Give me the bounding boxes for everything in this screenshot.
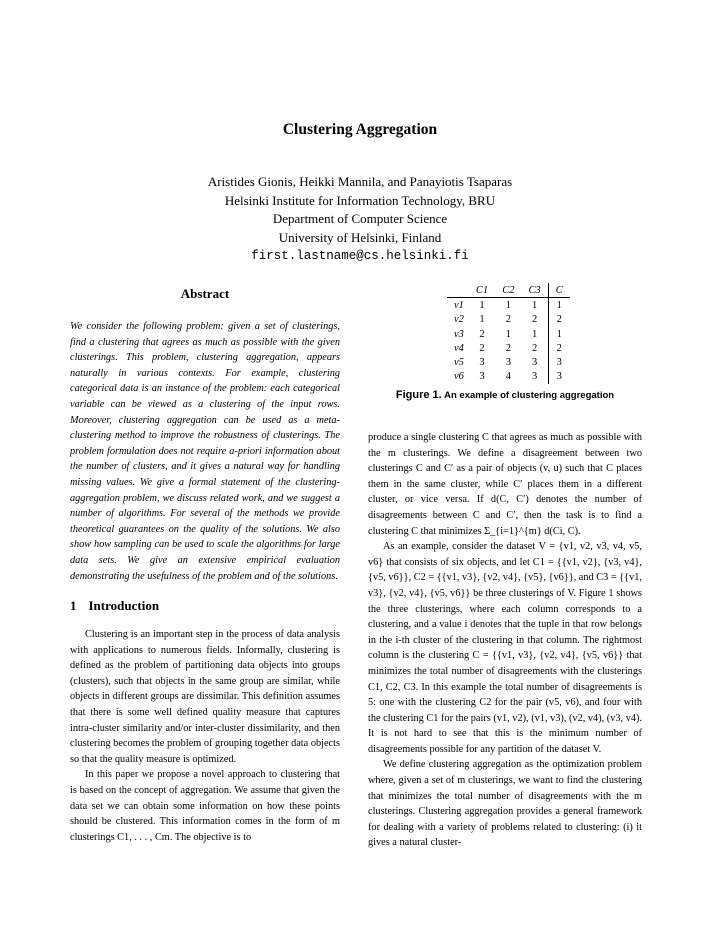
author-university: University of Helsinki, Finland: [278, 229, 442, 245]
table-row: [447, 370, 570, 384]
table-cell: 3: [531, 371, 538, 383]
table-cell: 2: [531, 314, 538, 326]
table-row: [447, 327, 570, 341]
table-cell: 1: [548, 327, 570, 341]
table-cell: 1: [479, 299, 485, 311]
table-row-label: v6: [454, 371, 464, 383]
caption-text: An example of clustering aggregation: [444, 390, 615, 401]
figure-1-table: [447, 283, 570, 384]
table-cell: 3: [531, 357, 538, 369]
table-row-label: v1: [454, 299, 464, 311]
table-cell: 2: [505, 342, 511, 354]
table-header-cell: C1: [469, 283, 495, 298]
table-cell: 3: [479, 357, 485, 369]
intro-paragraph-1: Clustering is an important step in the process of data analysis with applications to numerous fields. Informally, clustering is defined as the problem of partitioning data objects into groups (clusters), such that objects in the same group are similar, while objects in different groups are dissimilar. This definition assumes that there is some well defined quality measure that captures intra-cluster similarity and/or inter-cluster dissimilarity, and then clustering becomes the problem of grouping together data objects so that the quality measure is optimized.: [70, 629, 340, 765]
table-cell: 2: [479, 342, 485, 354]
table-cell: 1: [531, 328, 538, 340]
right-paragraph-1: produce a single clustering C that agrees as much as possible with the m clusterings. We define a disagreement between two clusterings C and C′ as a pair of objects (v, u) such that C places them in the same cluster, while C′ places them in a different cluster, or vice versa. If d(C, C′) denotes the number of disagreements between C and C′, then the task is to find a clustering C that minimizes Σ_{i=1}^{m} d(Ci, C).: [368, 432, 642, 537]
caption-label: Figure 1.: [395, 389, 442, 401]
paper-title: Clustering Aggregation: [282, 121, 438, 138]
table-row-label: v3: [454, 328, 464, 340]
table-row: [447, 355, 570, 369]
right-paragraph-2: As an example, consider the dataset V = {v1, v2, v3, v4, v5, v6} that consists of six objects, and let C1 = {{v1, v2}, {v3, v4}, {v5, v6}}, C2 = {{v1, v3}, {v2, v4}, {v5}, {v6}}, and C3 = {{v1, v3}, {v2, v4}, {v5, v6}} be three clusterings of V. Figure 1 shows the three clusterings, where each column corresponds to a clustering, and a value i denotes that the tuple in that row belongs in the i-th cluster of the clustering in that column. The rightmost column is the clustering C = {{v1, v3}, {v2, v4}, {v5, v6}} that minimizes the total number of disagreements with the clusterings C1, C2, C3. In this example the total number of disagreements is 5: one with the clustering C2 for the pair (v5, v6), and four with the clustering C1 for the pairs (v1, v2), (v1, v3), (v2, v4), (v3, v4). It is not hard to see that this is the minimum number of disagreements possible for any partition of the dataset V.: [368, 541, 642, 755]
table-cell: 3: [548, 370, 570, 384]
table-cell: 2: [548, 341, 570, 355]
section-number: 1: [70, 598, 77, 613]
table-cell: 1: [505, 328, 511, 340]
table-cell: 2: [479, 328, 485, 340]
abstract-heading: Abstract: [180, 286, 230, 301]
right-column-body: [368, 430, 642, 851]
table-header-cell: C3: [521, 283, 548, 298]
author-institute: Helsinki Institute for Information Technology, BRU: [224, 192, 496, 208]
right-paragraph-3: We define clustering aggregation as the optimization problem where, given a set of m clusterings, we want to find the clustering that minimizes the total number of disagreements with the m clusterings. Clustering aggregation provides a general framework for dealing with a variety of problems related to clustering: (i) it gives a natural cluster-: [368, 759, 642, 849]
table-cell: 2: [505, 314, 511, 326]
figure-1-caption: [368, 389, 642, 401]
author-names: Aristides Gionis, Heikki Mannila, and Panayiotis Tsaparas: [207, 174, 513, 189]
abstract-text: We consider the following problem: given a set of clusterings, find a clustering that agrees as much as possible with the given clusterings. This problem, clustering aggregation, appears naturally in various contexts. For example, clustering categorical data is an instance of the problem: each categorical variable can be viewed as a clustering of the input rows. Moreover, clustering aggregation can be used as a meta-clustering method to improve the robustness of clusterings. The problem formulation does not require a-priori information about the number of clusters, and it gives a natural way for handling missing values. We give a formal statement of the clustering-aggregation problem, we discuss related work, and we suggest a number of algorithms. For several of the methods we provide theoretical guarantees on the quality of the solutions. We also show how sampling can be used to scale the algorithms for large data sets. We give an extensive empirical evaluation demonstrating the usefulness of the problem and of the solutions.: [70, 321, 340, 582]
section-heading: [70, 598, 159, 614]
table-cell: 1: [548, 298, 570, 313]
table-cell: 3: [505, 357, 511, 369]
table-cell: 3: [479, 371, 485, 383]
author-email: first.lastname@cs.helsinki.fi: [251, 249, 469, 263]
table-cell: 1: [505, 299, 511, 311]
table-row-label: v5: [454, 357, 464, 369]
table-cell: 2: [548, 313, 570, 327]
table-header-cell: C2: [495, 283, 521, 298]
author-department: Department of Computer Science: [272, 211, 448, 226]
table-cell: 3: [548, 355, 570, 369]
table-header-cell: [447, 283, 469, 298]
table-cell: 2: [531, 342, 538, 354]
table-row-label: v2: [454, 314, 464, 326]
table-row-label: v4: [454, 342, 464, 354]
table-header-row: [447, 283, 570, 298]
intro-paragraph-2: In this paper we propose a novel approach to clustering that is based on the concept of aggregation. We assume that given the data set we can obtain some information on how these points should be clustered. This information comes in the form of m clusterings C1, . . . , Cm. The objective is to: [70, 769, 340, 843]
author-block: [0, 173, 720, 266]
table-row: [447, 341, 570, 355]
table-cell: 4: [505, 371, 511, 383]
table-row: [447, 313, 570, 327]
introduction-body: [70, 627, 340, 845]
section-title: Introduction: [88, 598, 160, 613]
table-cell: 1: [531, 299, 538, 311]
table-cell: 1: [479, 314, 485, 326]
table-header-cell: C: [548, 283, 570, 298]
table-row: [447, 298, 570, 313]
